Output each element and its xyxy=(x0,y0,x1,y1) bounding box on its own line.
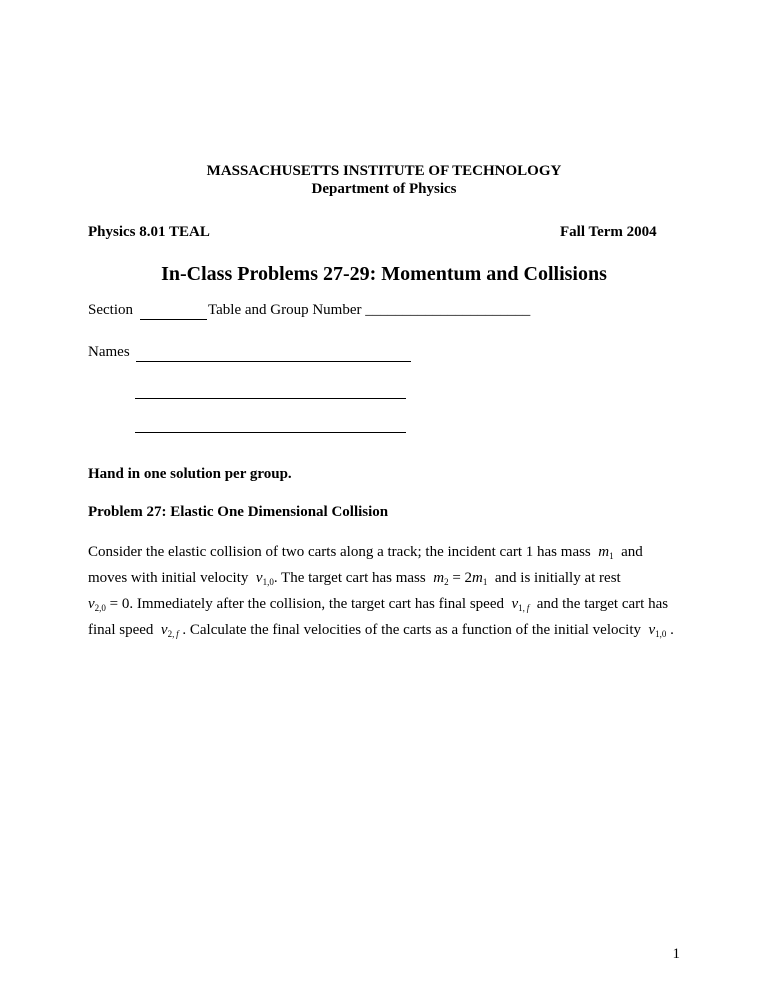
names-label: Names xyxy=(88,344,130,360)
problem-heading: Problem 27: Elastic One Dimensional Collision xyxy=(88,504,389,520)
page-title: In-Class Problems 27-29: Momentum and Collisions xyxy=(161,263,607,285)
names-line-2 xyxy=(135,398,406,399)
section-label: Section xyxy=(88,302,133,318)
instructions: Hand in one solution per group. xyxy=(88,466,292,482)
names-line-1 xyxy=(136,361,411,362)
table-group-label: Table and Group Number ______________________ xyxy=(208,302,531,318)
problem-text-line-2: moves with initial velocity $v_{1,0}$. The target cart has mass $m_2 = 2m_1$ and is initially at rest xyxy=(88,570,621,587)
term-label: Fall Term 2004 xyxy=(560,224,657,240)
course-label: Physics 8.01 TEAL xyxy=(88,224,210,240)
problem-text-line-1: Consider the elastic collision of two carts along a track; the incident cart 1 has mass $m_1$ and xyxy=(88,544,643,561)
institute-heading: MASSACHUSETTS INSTITUTE OF TECHNOLOGY xyxy=(206,163,562,179)
page-number: 1 xyxy=(672,946,680,962)
department-heading: Department of Physics xyxy=(311,181,457,197)
section-blank-line xyxy=(140,319,207,320)
names-line-3 xyxy=(135,432,406,433)
problem-text-line-3: $v_{2,0} = 0$. Immediately after the collision, the target cart has final speed $v_{1, f}$ and the target cart has xyxy=(88,596,669,613)
problem-text-line-4: final speed $v_{2, f}$ . Calculate the final velocities of the carts as a function of the initial velocity $v_{1,0}$ . xyxy=(88,622,674,639)
